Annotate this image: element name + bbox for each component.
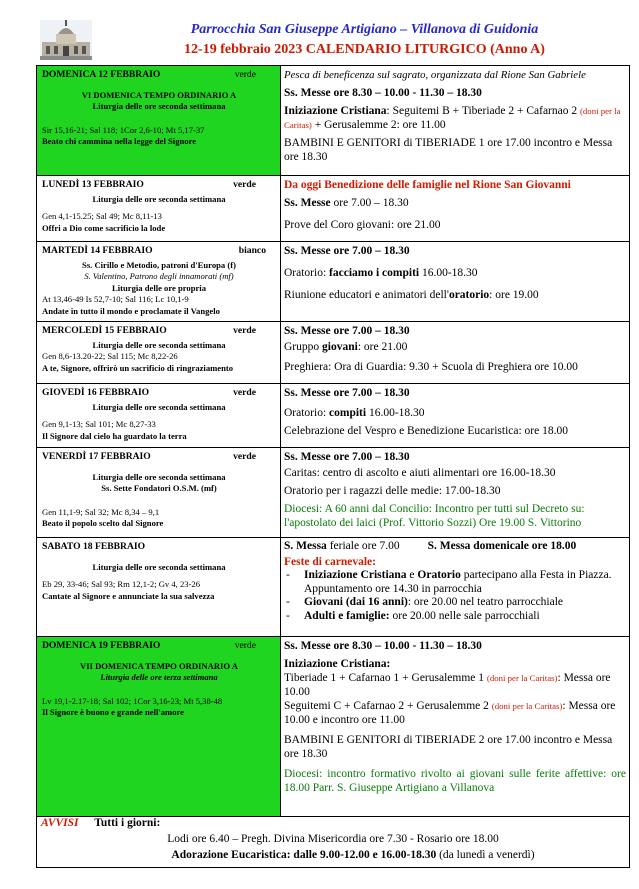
masses-schedule: Ss. Messe ore 7.00 – 18.30 [284, 197, 409, 209]
event-initiation-1: Tiberiade 1 + Cafarnao 1 + Gerusalemme 1 (doni per la Caritas): Messa ore 10.00 [284, 672, 611, 698]
liturgy-text: Liturgia delle ore seconda settimana [92, 471, 226, 482]
liturgy-text: Liturgia delle ore propria [112, 282, 206, 293]
event-kids: BAMBINI E GENITORI di TIBERIADE 2 ore 17.00 incontro e Messa ore 18.30 [284, 734, 613, 760]
events-cell [281, 538, 629, 636]
day-label: MERCOLEDÌ 15 FEBBRAIO [42, 325, 167, 336]
day-info-cell [37, 448, 281, 537]
day-info-cell [37, 322, 281, 383]
event-oratorio: Oratorio per i ragazzi delle medie: 17.00-18.30 [284, 485, 501, 497]
event-oratorio: Oratorio: compiti 16.00-18.30 [284, 407, 425, 419]
masses-schedule: Ss. Messe ore 8.30 – 10.00 - 11.30 – 18.30 [284, 87, 482, 99]
day-label: DOMENICA 19 FEBBRAIO [42, 640, 161, 651]
event-diocese: Diocesi: incontro formativo rivolto ai giovani sulle ferite affettive: ore 18.00 Parr. S. Giuseppe Artigiano a Villanova [284, 768, 626, 794]
carnival-list [284, 569, 626, 623]
event-vespers: Celebrazione del Vespro e Benedizione Eucaristica: ore 18.00 [284, 425, 568, 437]
saints-text: Ss. Cirillo e Metodio, patroni d'Europa (f) [82, 259, 236, 270]
liturgy-text: Liturgia delle ore seconda settimana [92, 561, 226, 572]
masses-schedule: S. Messa feriale ore 7.00 S. Messa domenicale ore 18.00 [284, 540, 577, 552]
day-info-cell [37, 66, 281, 175]
carnival-title: Feste di carnevale: [284, 555, 376, 568]
readings-text: Eb 29, 33-46; Sal 93; Rm 12,1-2; Gv 4, 23-26 [42, 579, 201, 589]
liturgical-color: verde [233, 325, 256, 336]
event-blessing: Da oggi Benedizione delle famiglie nel Rione San Giovanni [284, 179, 571, 191]
masses-schedule: Ss. Messe ore 7.00 – 18.30 [284, 245, 410, 257]
liturgical-color: verde [233, 387, 256, 398]
events-cell [281, 66, 629, 175]
day-info-cell [37, 242, 281, 321]
events-cell [281, 637, 629, 816]
readings-text: Gen 9,1-13; Sal 101; Mc 8,27-33 [42, 419, 156, 429]
day-label: LUNEDÌ 13 FEBBRAIO [42, 179, 144, 190]
notices-label: AVVISI [41, 817, 79, 829]
day-label: DOMENICA 12 FEBBRAIO [42, 69, 161, 80]
events-cell [281, 384, 629, 447]
day-label: SABATO 18 FEBBRAIO [42, 541, 146, 552]
liturgy-text: Liturgia delle ore seconda settimana [92, 101, 226, 111]
event-kids: BAMBINI E GENITORI di TIBERIADE 1 ore 17.00 incontro e Messa ore 18.30 [284, 137, 613, 163]
readings-text: Lv 19,1-2.17-18; Sal 102; 1Cor 3,16-23; Mt 5,38-48 [42, 695, 223, 706]
day-info-cell [37, 384, 281, 447]
event-choir: Prove del Coro giovani: ore 21.00 [284, 219, 441, 231]
events-cell [281, 448, 629, 537]
notices-heading [41, 816, 160, 831]
adoration-schedule: Adorazione Eucaristica: dalle 9.00-12.00 e 16.00-18.30 (da lunedì a venerdì) [171, 849, 535, 861]
readings-text: Gen 4,1-15.25; Sal 49; Mc 8,11-13 [42, 211, 162, 221]
everyday-label: Tutti i giorni: [94, 817, 161, 829]
readings-text: At 13,46-49 Is 52,7-10; Sal 116; Lc 10,1-9 [42, 294, 189, 304]
parish-title: Parrocchia San Giuseppe Artigiano – Villanova di Guidonia [190, 22, 539, 37]
day-label: GIOVEDÌ 16 FEBBRAIO [42, 387, 150, 398]
antiphon-text: Beato il popolo scelto dal Signore [42, 518, 164, 528]
church-icon [40, 20, 92, 60]
events-cell [281, 176, 629, 241]
event-diocese: Diocesi: A 60 anni dal Concilio: Incontro per tutti sul Decreto su: l'apostolato dei laici (Prof. Vittorio Sozzi) Ore 19.00 S. Vittorino [284, 503, 585, 529]
readings-text: Sir 15,16-21; Sal 118; 1Cor 2,6-10; Mt 5,17-37 [42, 124, 205, 135]
day-info-cell [37, 538, 281, 636]
liturgical-color: verde [233, 179, 256, 190]
day-info-cell [37, 176, 281, 241]
celebration-title: VI DOMENICA TEMPO ORDINARIO A [81, 89, 237, 100]
liturgy-text: Liturgia delle ore seconda settimana [92, 193, 226, 204]
antiphon-text: Beato chi cammina nella legge del Signore [42, 136, 197, 146]
event-caritas: Caritas: centro di ascolto e aiuti alimentari ore 16.00-18.30 [284, 467, 556, 479]
antiphon-text: Cantate al Signore e annunciate la sua salvezza [42, 590, 215, 601]
saints-text: Ss. Sette Fondatori O.S.M. (mf) [101, 483, 217, 493]
table-row [37, 242, 629, 322]
masses-schedule: Ss. Messe ore 8.30 – 10.00 - 11.30 – 18.30 [284, 640, 482, 652]
event-initiation: Iniziazione Cristiana: Seguitemi B + Tiberiade 2 + Cafarnao 2 (doni per la Caritas) + Gerusalemme 2: ore 11.00 [284, 105, 621, 131]
antiphon-text: Offri a Dio come sacrificio la lode [42, 222, 166, 233]
liturgy-text: Liturgia delle ore seconda settimana [92, 339, 226, 350]
initiation-title: Iniziazione Cristiana: [284, 658, 391, 670]
table-row [37, 538, 629, 637]
liturgy-text: Liturgia delle ore terza settimana [100, 672, 218, 682]
calendar-table [36, 65, 630, 817]
day-label: MARTEDÌ 14 FEBBRAIO [42, 245, 153, 256]
list-item: - Giovani (dai 16 anni): ore 20.00 nel teatro parrocchiale [284, 596, 626, 610]
antiphon-text: Il Signore è buono e grande nell'amore [42, 707, 184, 717]
antiphon-text: Andate in tutto il mondo e proclamate il Vangelo [42, 305, 220, 316]
events-cell [281, 322, 629, 383]
daily-schedule: Lodi ore 6.40 – Pregh. Divina Misericordia ore 7.30 - Rosario ore 18.00 [167, 833, 499, 845]
list-item: - Iniziazione Cristiana e Oratorio partecipano alla Festa in Piazza. Appuntamento ore 14.30 in parrocchia [284, 569, 626, 596]
liturgical-color: verde [234, 640, 256, 651]
event-meeting: Riunione educatori e animatori dell'oratorio: ore 19.00 [284, 289, 539, 301]
saint-valentine: S. Valentino, Patrono degli innamorati (mf) [84, 271, 234, 281]
event-youth: Gruppo giovani: ore 21.00 [284, 341, 408, 353]
readings-text: Gen 11,1-9; Sal 32; Mc 8,34 – 9,1 [42, 506, 160, 517]
masses-schedule: Ss. Messe ore 7.00 – 18.30 [284, 325, 410, 337]
event-oratorio: Oratorio: facciamo i compiti 16.00-18.30 [284, 267, 478, 279]
table-row [37, 637, 629, 816]
antiphon-text: Il Signore dal cielo ha guardato la terra [42, 430, 187, 441]
liturgical-color: verde [234, 69, 256, 80]
table-row [37, 384, 629, 448]
event-initiation-2: Seguitemi C + Cafarnao 2 + Gerusalemme 2 (doni per la Caritas): Messa ore 10.00 e incontro ore 11.00 [284, 700, 616, 726]
readings-text: Gen 8,6-13.20-22; Sal 115; Mc 8,22-26 [42, 351, 178, 361]
day-info-cell [37, 637, 281, 816]
liturgical-color: bianco [238, 245, 266, 256]
masses-schedule: Ss. Messe ore 7.00 – 18.30 [284, 387, 410, 399]
event-note: Pesca di beneficenza sul sagrato, organizzata dal Rione San Gabriele [284, 69, 586, 81]
event-prayer: Preghiera: Ora di Guardia: 9.30 + Scuola di Preghiera ore 10.00 [284, 361, 578, 373]
day-label: VENERDÌ 17 FEBBRAIO [42, 451, 151, 462]
celebration-title: VII DOMENICA TEMPO ORDINARIO A [80, 660, 238, 671]
events-cell [281, 242, 629, 321]
page-header [0, 0, 639, 64]
antiphon-text: A te, Signore, offrirò un sacrificio di ringraziamento [42, 362, 234, 373]
table-row [37, 66, 629, 176]
liturgy-text: Liturgia delle ore seconda settimana [92, 401, 226, 412]
notices-box [36, 816, 630, 868]
liturgical-color: verde [233, 451, 256, 462]
table-row [37, 176, 629, 242]
table-row [37, 448, 629, 538]
table-row [37, 322, 629, 384]
calendar-title: 12-19 febbraio 2023 CALENDARIO LITURGICO (Anno A) [184, 42, 545, 57]
list-item: - Adulti e famiglie: ore 20.00 nelle sale parrocchiali [284, 610, 626, 624]
masses-schedule: Ss. Messe ore 7.00 – 18.30 [284, 451, 410, 463]
